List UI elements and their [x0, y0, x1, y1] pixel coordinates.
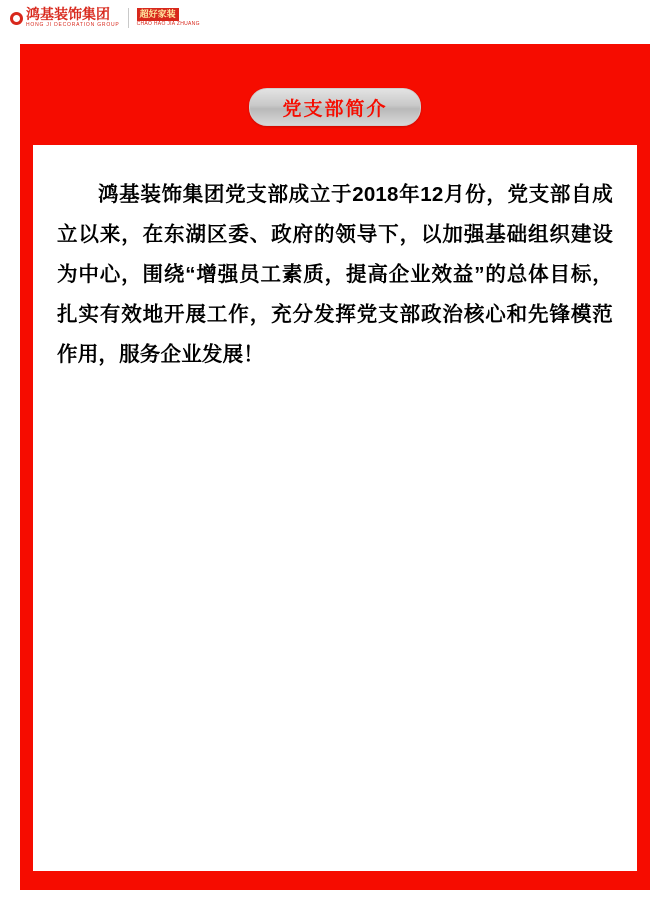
logo-divider: [128, 8, 129, 28]
company-logo: [10, 7, 200, 29]
logo-company-en: HONG JI DECORATION GROUP: [26, 22, 120, 28]
logo-badge-en: CHAO HAO JIA ZHUANG: [136, 21, 200, 27]
logo-company-cn: 鸿基装饰集团: [26, 6, 110, 22]
page-title-pill: [249, 88, 421, 126]
circle-swirl-icon: [10, 12, 23, 25]
content-card: [33, 145, 637, 871]
logo-badge-cn: 超好家装: [137, 8, 179, 21]
logo-primary: [10, 7, 120, 29]
header-bar: [0, 0, 670, 36]
body-paragraph: 鸿基装饰集团党支部成立于2018年12月份，党支部自成立以来，在东湖区委、政府的领导下，以加强基础组织建设为中心，围绕“增强员工素质，提高企业效益”的总体目标，扎实有效地开展工作，充分发挥党支部政治核心和先锋模范作用，服务企业发展！: [57, 183, 613, 366]
footer-strip: [0, 890, 670, 909]
logo-text-block: [26, 7, 120, 29]
page-title: 党支部简介: [282, 98, 388, 120]
logo-secondary-badge: [137, 8, 200, 28]
red-poster-panel: [20, 44, 650, 890]
